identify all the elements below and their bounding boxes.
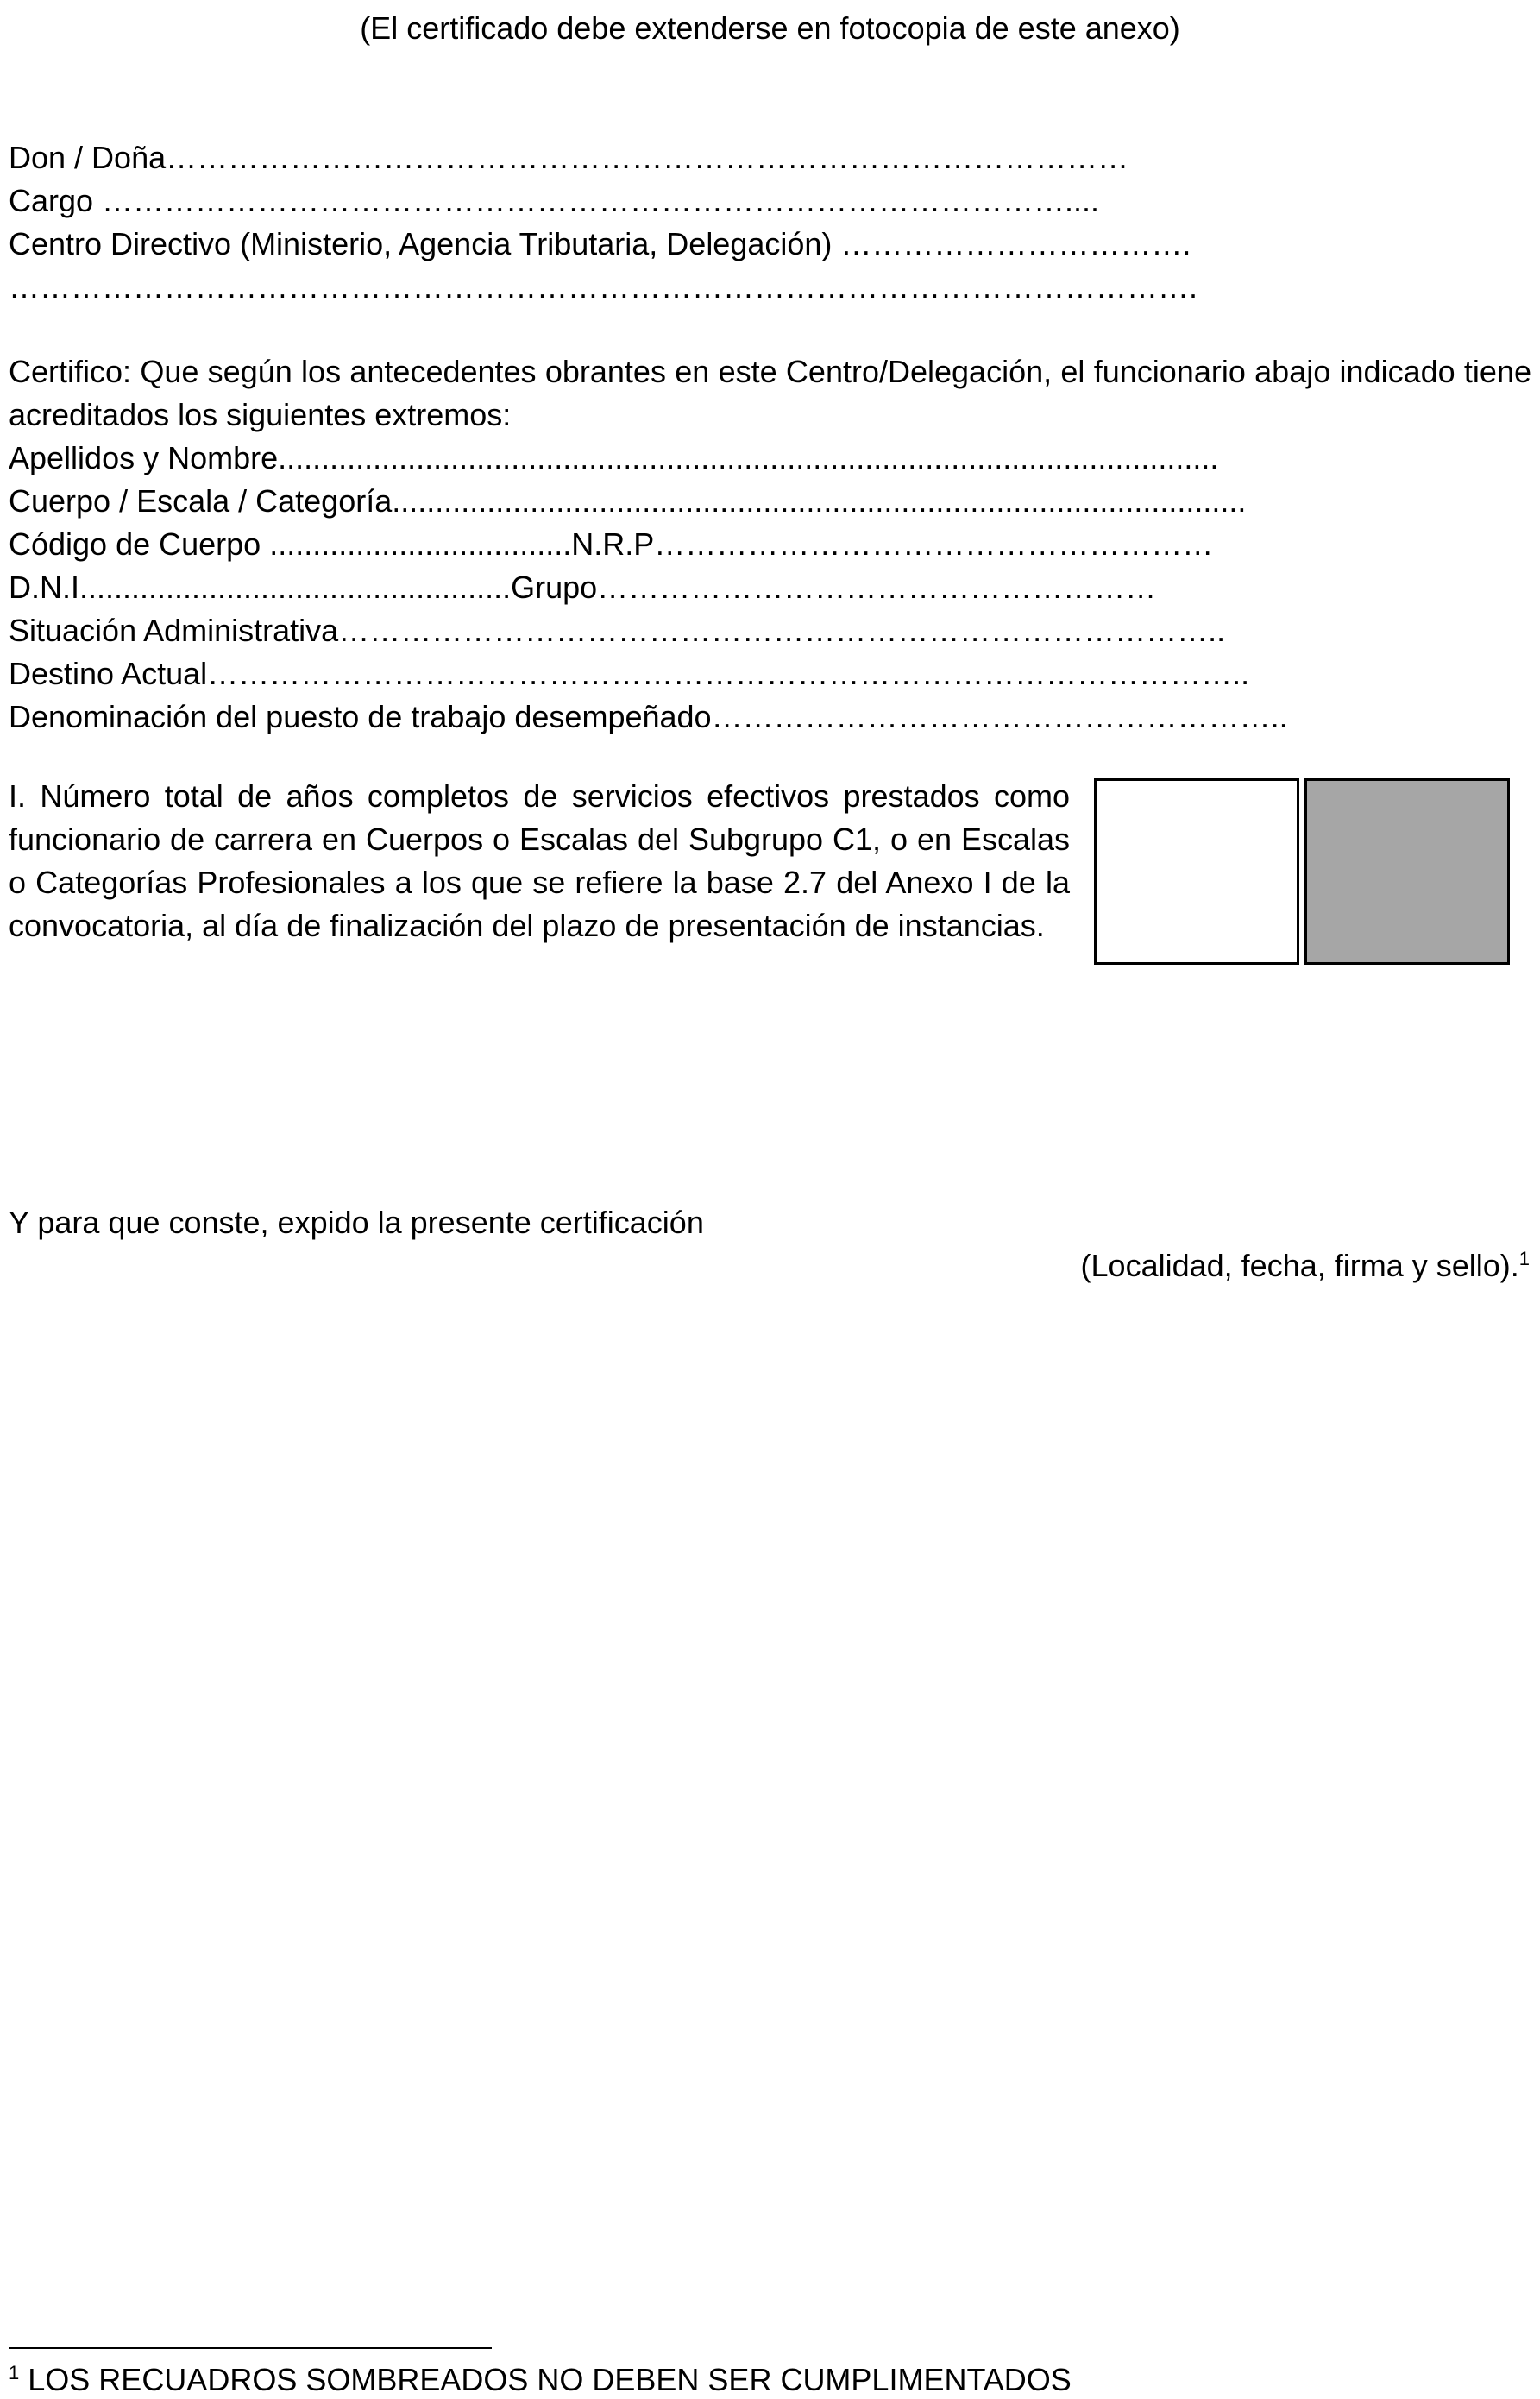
signature-line	[1081, 1244, 1530, 1288]
footnote-reference: 1	[1518, 1248, 1530, 1269]
years-input-box[interactable]	[1094, 778, 1299, 965]
shaded-box	[1304, 778, 1510, 965]
field-cargo: Cargo …………………………………………………………………………………....	[9, 183, 1100, 218]
field-apellidos-nombre: Apellidos y Nombre.............................................................................................................	[9, 440, 1219, 475]
closing-statement: Y para que conste, expido la presente certificación	[9, 1205, 704, 1240]
field-centro-directivo: Centro Directivo (Ministerio, Agencia Tributaria, Delegación) …………………………….	[9, 226, 1191, 261]
footnote	[9, 2361, 1072, 2399]
field-dni-grupo: D.N.I..................................................Grupo………………………………………………	[9, 570, 1157, 605]
field-continuation: …………………………………………………………………………………………………….	[9, 269, 1198, 305]
field-destino-actual: Destino Actual………………………………………………………………………………………..	[9, 656, 1250, 691]
field-situacion-administrativa: Situación Administrativa…………………………………………………………………………..	[9, 613, 1226, 648]
field-don-dona: Don / Doña…………………………………………………………………………………	[9, 140, 1129, 175]
section-i-paragraph: I. Número total de años completos de servicios efectivos prestados como funcionario de carrera en Cuerpos o Escalas del Subgrupo C1, o en Escalas o Categorías Profesionales a los que se refiere la base 2.7 del Anexo I de la convocatoria, al día de finalización del plazo de presentación de instancias.	[9, 778, 1070, 943]
field-denominacion-puesto: Denominación del puesto de trabajo desempeñado………………………………………………..	[9, 699, 1288, 734]
footnote-text: LOS RECUADROS SOMBREADOS NO DEBEN SER CUMPLIMENTADOS	[28, 2362, 1072, 2397]
footnote-divider	[9, 2347, 492, 2349]
field-cuerpo-escala: Cuerpo / Escala / Categoría...................................................................................................	[9, 483, 1247, 519]
document-header: (El certificado debe extenderse en fotocopia de este anexo)	[360, 10, 1180, 46]
field-codigo-cuerpo-nrp: Código de Cuerpo ...................................N.R.P………………………………………………	[9, 526, 1214, 562]
footnote-number: 1	[9, 2362, 20, 2383]
signature-text: (Localidad, fecha, firma y sello).	[1080, 1248, 1519, 1283]
certifico-paragraph: Certifico: Que según los antecedentes obrantes en este Centro/Delegación, el funcionario abajo indicado tiene acreditados los siguientes extremos:	[9, 354, 1531, 432]
